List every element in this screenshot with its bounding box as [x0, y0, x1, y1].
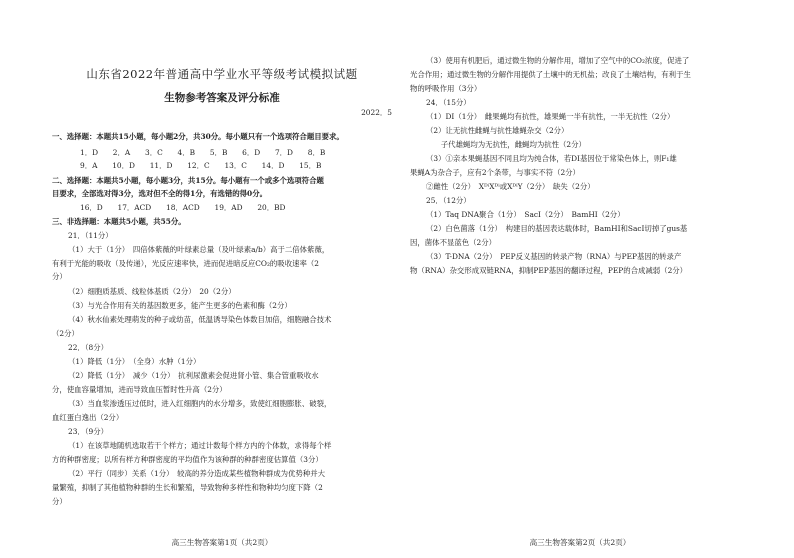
question-heading: 23．（9分） [68, 427, 108, 436]
section-heading: 二、选择题：本题共5小题，每小题3分，共15分。每小题有一个或多个选项符合题 [52, 176, 324, 185]
answer-line: （3）T-DNA（2分） PEP反义基因的转录产物（RNA）与PEP基因的转录产 [426, 252, 682, 261]
page-2-column [410, 0, 750, 558]
answer-line: （1）DI（1分） 雌果蝇均有抗性，雄果蝇一半有抗性，一半无抗性（2分） [426, 112, 675, 121]
answer-row: 16．D 17．ACD 18．ACD 19．AD 20．BD [80, 203, 286, 212]
answer-line: （2）白色菌落（1分） 构建目的基因表达载体时，BamHⅠ和SacⅠ切掉了gus基 [426, 224, 688, 233]
answer-row: 9．A 10．D 11．D 12．C 13．C 14．D 15．B [80, 161, 322, 170]
answer-line: 量繁殖，抑制了其他植物种群的生长和繁殖，导致物种多样性和物种均匀度下降（2 [52, 483, 323, 492]
document-date: 2022．5 [361, 108, 392, 117]
answer-line: 分，使血容量增加，进而导致血压暂时性升高（2分） [52, 385, 227, 394]
question-heading: 21．（11分） [68, 231, 113, 240]
answer-line: （2分） [52, 329, 79, 338]
answer-line: 方的种群密度；以所有样方种群密度的平均值作为该种群的种群密度估算值（3分） [52, 455, 323, 464]
answer-line: 物的呼吸作用（3分） [410, 84, 482, 93]
answer-line: 分） [52, 497, 67, 506]
question-heading: 25．（12分） [426, 196, 471, 205]
section-heading: 目要求，全部选对得3分，选对但不全的得1分，有选错的得0分。 [52, 189, 267, 198]
answer-line: （2）平行（同步）关系（1分） 较高的养分造成某些植物种群成为优势种并大 [68, 469, 325, 478]
question-heading: 24．（15分） [426, 98, 471, 107]
answer-line: （1）大于（1分） 四倍体紫薇的叶绿素总量（及叶绿素a/b）高于二倍体紫薇， [68, 245, 330, 254]
question-heading: 22．（8分） [68, 343, 108, 352]
answer-line: 果蝇A为杂合子，应有2个条带，与事实不符（2分） [410, 168, 580, 177]
answer-line: （1）Taq DNA聚合（1分） SacⅠ（2分） BamHⅠ（2分） [426, 210, 625, 219]
answer-line: （3）①亲本果蝇基因不同且均为纯合体，若DI基因位于常染色体上，则F₁雄 [426, 154, 677, 163]
answer-line: 子代雄蝇均为无抗性，雌蝇均为抗性（2分） [426, 140, 586, 149]
answer-line: （1）降低（1分） （全身）水肿（1分） [68, 357, 201, 366]
answer-line: 血红蛋白逸出（2分） [52, 413, 124, 422]
page-title: 生物参考答案及评分标准 [164, 92, 280, 104]
answer-line: 分） [52, 272, 67, 281]
answer-line: （3）与光合作用有关的基因数更多，能产生更多的色素和酶（2分） [68, 301, 292, 310]
page-footer: 高三生物答案第1页（共2页） [171, 538, 273, 547]
page-footer: 高三生物答案第2页（共2页） [529, 538, 631, 547]
answer-line: （2）降低（1分） 减少（1分） 抗利尿激素会促进肾小管、集合管重吸收水 [68, 371, 319, 380]
answer-line: （1）在该草地随机选取若干个样方；通过计数每个样方内的个体数，求得每个样 [68, 441, 332, 450]
answer-line: （3）当血浆渗透压过低时，进入红细胞内的水分增多，致使红细胞膨胀、破裂， [68, 399, 332, 408]
answer-line: 光合作用；通过微生物的分解作用提供了土壤中的无机盐；改良了土壤结构，有利于生 [410, 70, 691, 79]
answer-line: 物（RNA）杂交形成双链RNA，抑制PEP基因的翻译过程，PEP的合成减弱（2分） [410, 266, 688, 275]
answer-row: 1．D 2．A 3．C 4．B 5．B 6．D 7．D 8．B [80, 148, 326, 157]
answer-line: ②雌性（2分） XᴰⁱXᴰⁱ或XᴰⁱY（2分） 缺失（2分） [426, 182, 595, 191]
answer-line: （2）让无抗性雌蝇与抗性雄蝇杂交（2分） [426, 126, 569, 135]
section-heading: 三、非选择题：本题共5小题，共55分。 [52, 217, 186, 226]
section-heading: 一、选择题：本题共15小题，每小题2分，共30分。每小题只有一个选项符合题目要求。 [52, 132, 344, 141]
answer-line: 有利于光能的吸收（及传递），光反应速率快，进而促进暗反应CO₂的吸收速率（2 [52, 259, 319, 268]
page-1-column [52, 0, 392, 558]
answer-line: （3）使用有机肥后，通过微生物的分解作用，增加了空气中的CO₂浓度，促进了 [426, 56, 690, 65]
exam-title: 山东省2022年普通高中学业水平等级考试模拟试题 [86, 67, 358, 81]
answer-line: （2）细胞质基质、线粒体基质（2分） 20（2分） [68, 287, 236, 296]
answer-line: 因，菌体不显蓝色（2分） [410, 238, 497, 247]
answer-line: （4）秋水仙素处理萌发的种子或幼苗，低温诱导染色体数目加倍，细胞融合技术 [68, 315, 332, 324]
